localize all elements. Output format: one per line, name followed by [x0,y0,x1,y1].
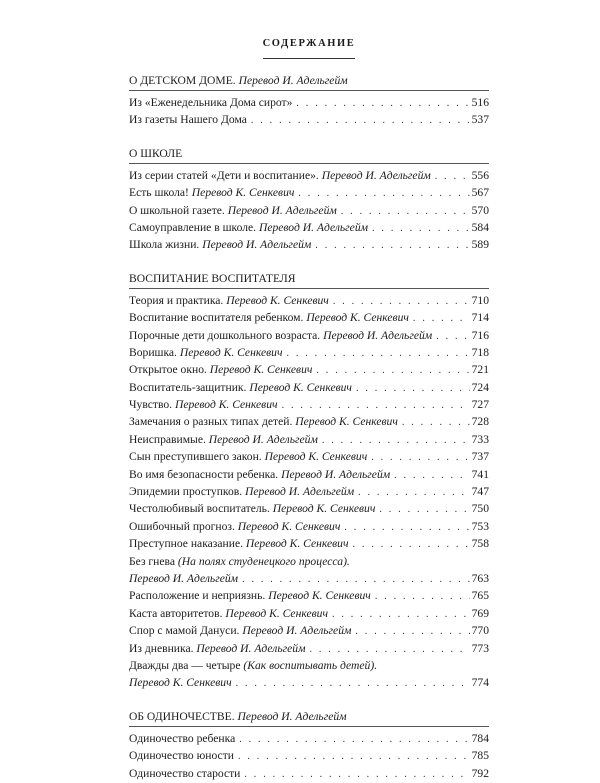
page-number: 584 [471,220,489,234]
toc-entry[interactable]: Воспитание воспитателя ребенком. Перевод К. Сенкевич . . . 714 [129,309,489,326]
toc-entry[interactable]: Ошибочный прогноз. Перевод К. Сенкевич . . . 753 [129,518,489,535]
toc-entry[interactable]: Самоуправление в школе. Перевод И. Адельгейм . . . 584 [129,219,489,236]
page-number: 750 [471,502,489,516]
section-divider [129,163,489,164]
toc-entry[interactable]: Теория и практика. Перевод К. Сенкевич . . . 710 [129,292,489,309]
title-underline [263,58,355,59]
toc-section [129,73,489,129]
section-heading: О ШКОЛЕ [129,146,183,160]
page-number: 721 [471,363,489,377]
toc-entry[interactable]: Честолюбивый воспитатель. Перевод К. Сенкевич . . . 750 [129,500,489,517]
page-number: 567 [471,186,489,200]
page-number: 537 [471,113,489,127]
toc-page [129,36,489,782]
toc-section [129,271,489,692]
section-divider [129,726,489,727]
toc-entry[interactable]: Дважды два — четыре (Как воспитывать детей). Перевод К. Сенкевич . . . 774 [129,657,489,692]
page-number: 714 [471,311,489,325]
toc-entry[interactable]: Из серии статей «Дети и воспитание». Перевод И. Адельгейм . . . 556 [129,167,489,184]
toc-entry[interactable]: Одиночество ребенка . . . 784 [129,730,489,747]
toc-entry[interactable]: Из газеты Нашего Дома . . . 537 [129,111,489,128]
toc-entry[interactable]: Сын преступившего закон. Перевод К. Сенкевич . . . 737 [129,448,489,465]
toc-entry[interactable]: Из дневника. Перевод И. Адельгейм . . . 773 [129,640,489,657]
toc-entry[interactable]: Эпидемии проступков. Перевод И. Адельгейм . . . 747 [129,483,489,500]
page-number: 718 [471,345,489,359]
toc-entry[interactable]: Чувство. Перевод К. Сенкевич . . . 727 [129,396,489,413]
section-divider [129,288,489,289]
section-divider [129,90,489,91]
page-number: 773 [471,641,489,655]
section-heading: ОБ ОДИНОЧЕСТВЕ. Перевод И. Адельгейм [129,709,347,723]
page-number: 737 [471,450,489,464]
toc-entry[interactable]: Воришка. Перевод К. Сенкевич . . . 718 [129,344,489,361]
page-number: 741 [471,467,489,481]
toc-entry[interactable]: Неисправимые. Перевод И. Адельгейм . . . 733 [129,431,489,448]
toc-entry[interactable]: Во имя безопасности ребенка. Перевод И. Адельгейм . . . 741 [129,466,489,483]
toc-entry[interactable]: Воспитатель-защитник. Перевод К. Сенкевич . . . 724 [129,379,489,396]
toc-section [129,709,489,782]
toc-entry[interactable]: Порочные дети дошкольного возраста. Перевод И. Адельгейм . . . 716 [129,327,489,344]
page-number: 556 [471,168,489,182]
toc-entry[interactable]: Без гнева (На полях студенецкого процесса). Перевод И. Адельгейм . . . 763 [129,553,489,588]
section-heading: ВОСПИТАНИЕ ВОСПИТАТЕЛЯ [129,271,296,285]
toc-entry[interactable]: Одиночество старости . . . 792 [129,765,489,782]
page-number: 758 [471,537,489,551]
toc-entry[interactable]: Преступное наказание. Перевод К. Сенкевич . . . 758 [129,535,489,552]
section-heading: О ДЕТСКОМ ДОМЕ. Перевод И. Адельгейм [129,74,348,87]
page-number: 785 [471,749,489,763]
page-number: 784 [471,731,489,745]
page-number: 763 [471,571,489,585]
page-number: 570 [471,203,489,217]
page-number: 792 [471,766,489,780]
toc-entry[interactable]: О школьной газете. Перевод И. Адельгейм . . . 570 [129,202,489,219]
page-number: 589 [471,238,489,252]
toc-entry[interactable]: Спор с мамой Дануси. Перевод И. Адельгейм . . . 770 [129,622,489,639]
page-number: 769 [471,606,489,620]
page-number: 770 [471,624,489,638]
toc-entry[interactable]: Одиночество юности . . . 785 [129,747,489,764]
page-number: 728 [471,415,489,429]
toc-entry[interactable]: Открытое окно. Перевод К. Сенкевич . . . 721 [129,361,489,378]
page-number: 753 [471,519,489,533]
page-number: 724 [471,380,489,394]
toc-entry[interactable]: Замечания о разных типах детей. Перевод К. Сенкевич . . . 728 [129,413,489,430]
toc-entry[interactable]: Школа жизни. Перевод И. Адельгейм . . . 589 [129,236,489,253]
page-number: 516 [471,96,489,109]
page-number: 716 [471,328,489,342]
toc-entry[interactable]: Расположение и неприязнь. Перевод К. Сенкевич . . . 765 [129,587,489,604]
page-number: 710 [471,293,489,307]
page-number: 774 [471,676,489,690]
toc-entry[interactable]: Из «Еженедельника Дома сирот» . . . 516 [129,94,489,111]
page-number: 733 [471,432,489,446]
page-title: СОДЕРЖАНИЕ [262,38,356,49]
page-number: 765 [471,589,489,603]
toc-entry[interactable]: Есть школа! Перевод К. Сенкевич . . . 567 [129,184,489,201]
page-number: 747 [471,485,489,499]
toc-section [129,146,489,254]
toc-entry[interactable]: Каста авторитетов. Перевод К. Сенкевич . . . 769 [129,605,489,622]
page-number: 727 [471,398,489,412]
